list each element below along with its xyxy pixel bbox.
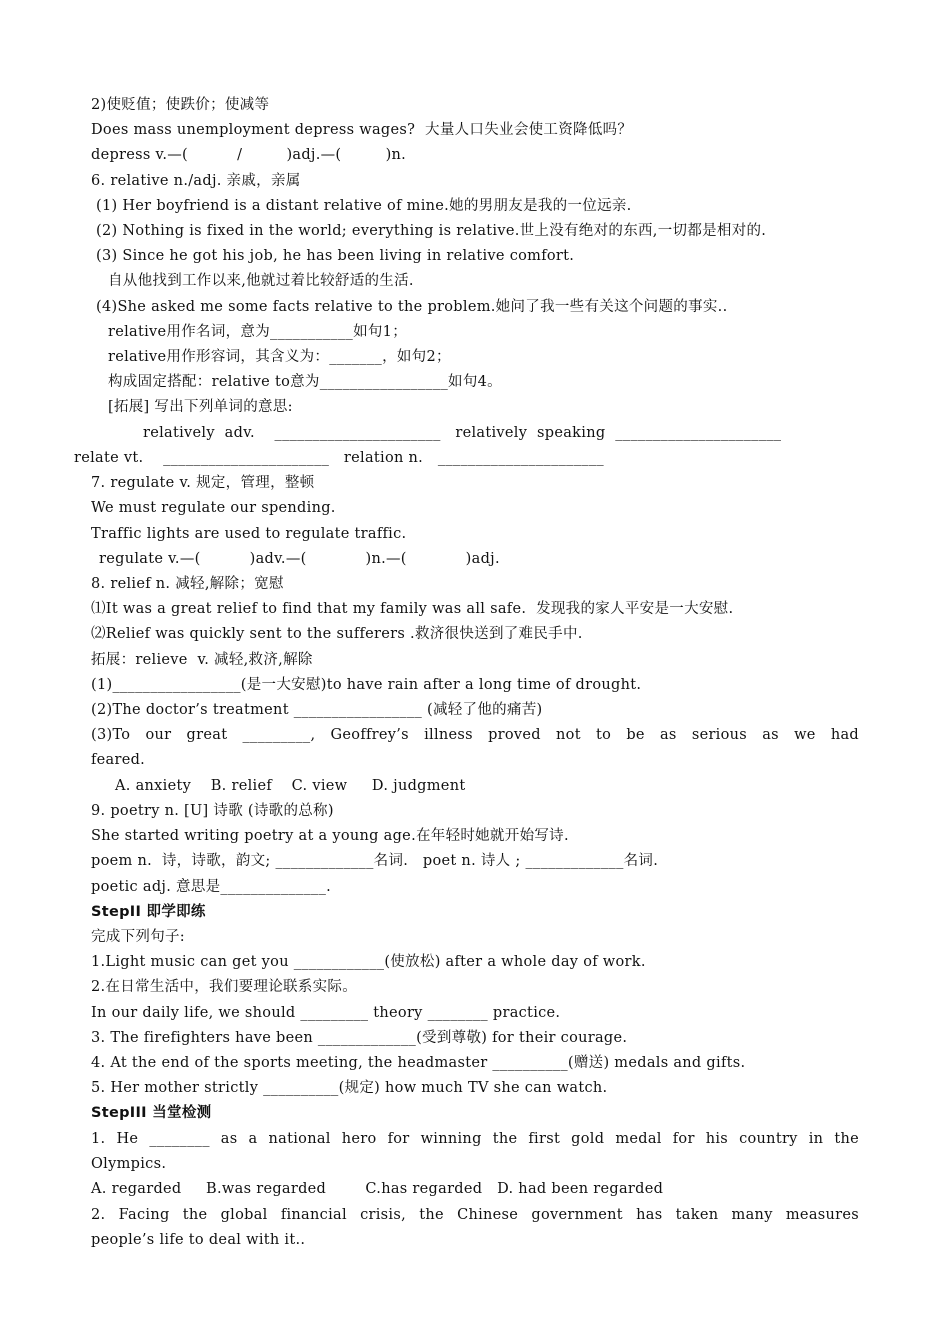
example-sentence: ⑴It was a great relief to find that my family was all safe. 发现我的家人平安是一大安慰. — [91, 601, 734, 617]
text-line: depress v.—( / )adj.—( )n. — [91, 147, 407, 163]
section-heading-poetry: 9. poetry n. [U] 诗歌 (诗歌的总称) — [91, 803, 334, 819]
example-sentence: (2) Nothing is fixed in the world; everything is relative.世上没有绝对的东西,一切都是相对的. — [96, 223, 767, 239]
exercise-line: 3. The firefighters have been _____________(受到尊敬) for their courage. — [91, 1030, 628, 1046]
exercise-line: poem n. 诗，诗歌，韵文; _____________名词. poet n. 诗人 ; _____________名词. — [91, 853, 659, 869]
exercise-line: relate vt. ______________________ relation n. ______________________ — [74, 450, 604, 466]
exercise-line: 5. Her mother strictly __________(规定) how much TV she can watch. — [91, 1080, 608, 1096]
exercise-line: 2.在日常生活中，我们要理论联系实际。 — [91, 979, 358, 995]
instruction-line: 完成下列句子: — [91, 929, 185, 945]
exercise-line: 构成固定搭配：relative to意为_________________如句4。 — [108, 374, 502, 390]
exercise-line: (3)To our great _________, Geoffrey’s illness proved not to be as serious as we had — [91, 727, 859, 743]
example-sentence: (1) Her boyfriend is a distant relative of mine.她的男朋友是我的一位远亲. — [96, 198, 632, 214]
exercise-line: (2)The doctor’s treatment _________________ (减轻了他的痛苦) — [91, 702, 543, 718]
example-sentence: (4)She asked me some facts relative to the problem.她问了我一些有关这个问题的事实.. — [96, 299, 728, 315]
exercise-line: relatively adv. ______________________ relatively speaking ______________________ — [143, 425, 782, 441]
section-heading-relative: 6. relative n./adj. 亲戚，亲属 — [91, 173, 301, 189]
example-sentence: Traffic lights are used to regulate traffic. — [91, 526, 407, 542]
exercise-line: relative用作名词，意为___________如句1； — [108, 324, 408, 340]
exercise-line: 4. At the end of the sports meeting, the headmaster __________(赠送) medals and gifts. — [91, 1055, 746, 1071]
exercise-line: regulate v.—( )adv.—( )n.—( )adj. — [99, 551, 500, 567]
answer-options: A. anxiety B. relief C. view D. judgment — [115, 778, 466, 794]
extension-heading: [拓展] 写出下列单词的意思: — [108, 399, 293, 415]
extension-heading: 拓展：relieve v. 减轻,救济,解除 — [91, 652, 313, 668]
step-heading: StepIII 当堂检测 — [91, 1105, 212, 1121]
exercise-line: Olympics. — [91, 1156, 167, 1172]
example-sentence: ⑵Relief was quickly sent to the sufferers .救济很快送到了难民手中. — [91, 626, 583, 642]
exercise-line: 1. He ________ as a national hero for winning the first gold medal for his country in the — [91, 1131, 859, 1147]
exercise-line: In our daily life, we should _________ theory ________ practice. — [91, 1005, 561, 1021]
section-heading-regulate: 7. regulate v. 规定，管理，整顿 — [91, 475, 315, 491]
exercise-line: relative用作形容词，其含义为：_______，如句2； — [108, 349, 451, 365]
exercise-line: (1)_________________(是一大安慰)to have rain after a long time of drought. — [91, 677, 642, 693]
example-sentence: We must regulate our spending. — [91, 500, 336, 516]
exercise-line: 1.Light music can get you ____________(使放松) after a whole day of work. — [91, 954, 646, 970]
exercise-line: poetic adj. 意思是______________. — [91, 879, 332, 895]
example-sentence: (3) Since he got his job, he has been living in relative comfort. — [96, 248, 575, 264]
exercise-line: people’s life to deal with it.. — [91, 1232, 306, 1248]
text-line: 2)使贬值；使跌价；使减等 — [91, 97, 270, 113]
text-line: Does mass unemployment depress wages? 大量人口失业会使工资降低吗？ — [91, 122, 633, 138]
section-heading-relief: 8. relief n. 减轻,解除；宽慰 — [91, 576, 284, 592]
translation-line: 自从他找到工作以来,他就过着比较舒适的生活. — [108, 273, 414, 289]
exercise-line: 2. Facing the global financial crisis, the Chinese government has taken many measures — [91, 1207, 859, 1223]
example-sentence: She started writing poetry at a young age.在年轻时她就开始写诗. — [91, 828, 569, 844]
exercise-line: feared. — [91, 752, 146, 768]
answer-options: A. regarded B.was regarded C.has regarded D. had been regarded — [91, 1181, 664, 1197]
step-heading: StepII 即学即练 — [91, 904, 206, 920]
